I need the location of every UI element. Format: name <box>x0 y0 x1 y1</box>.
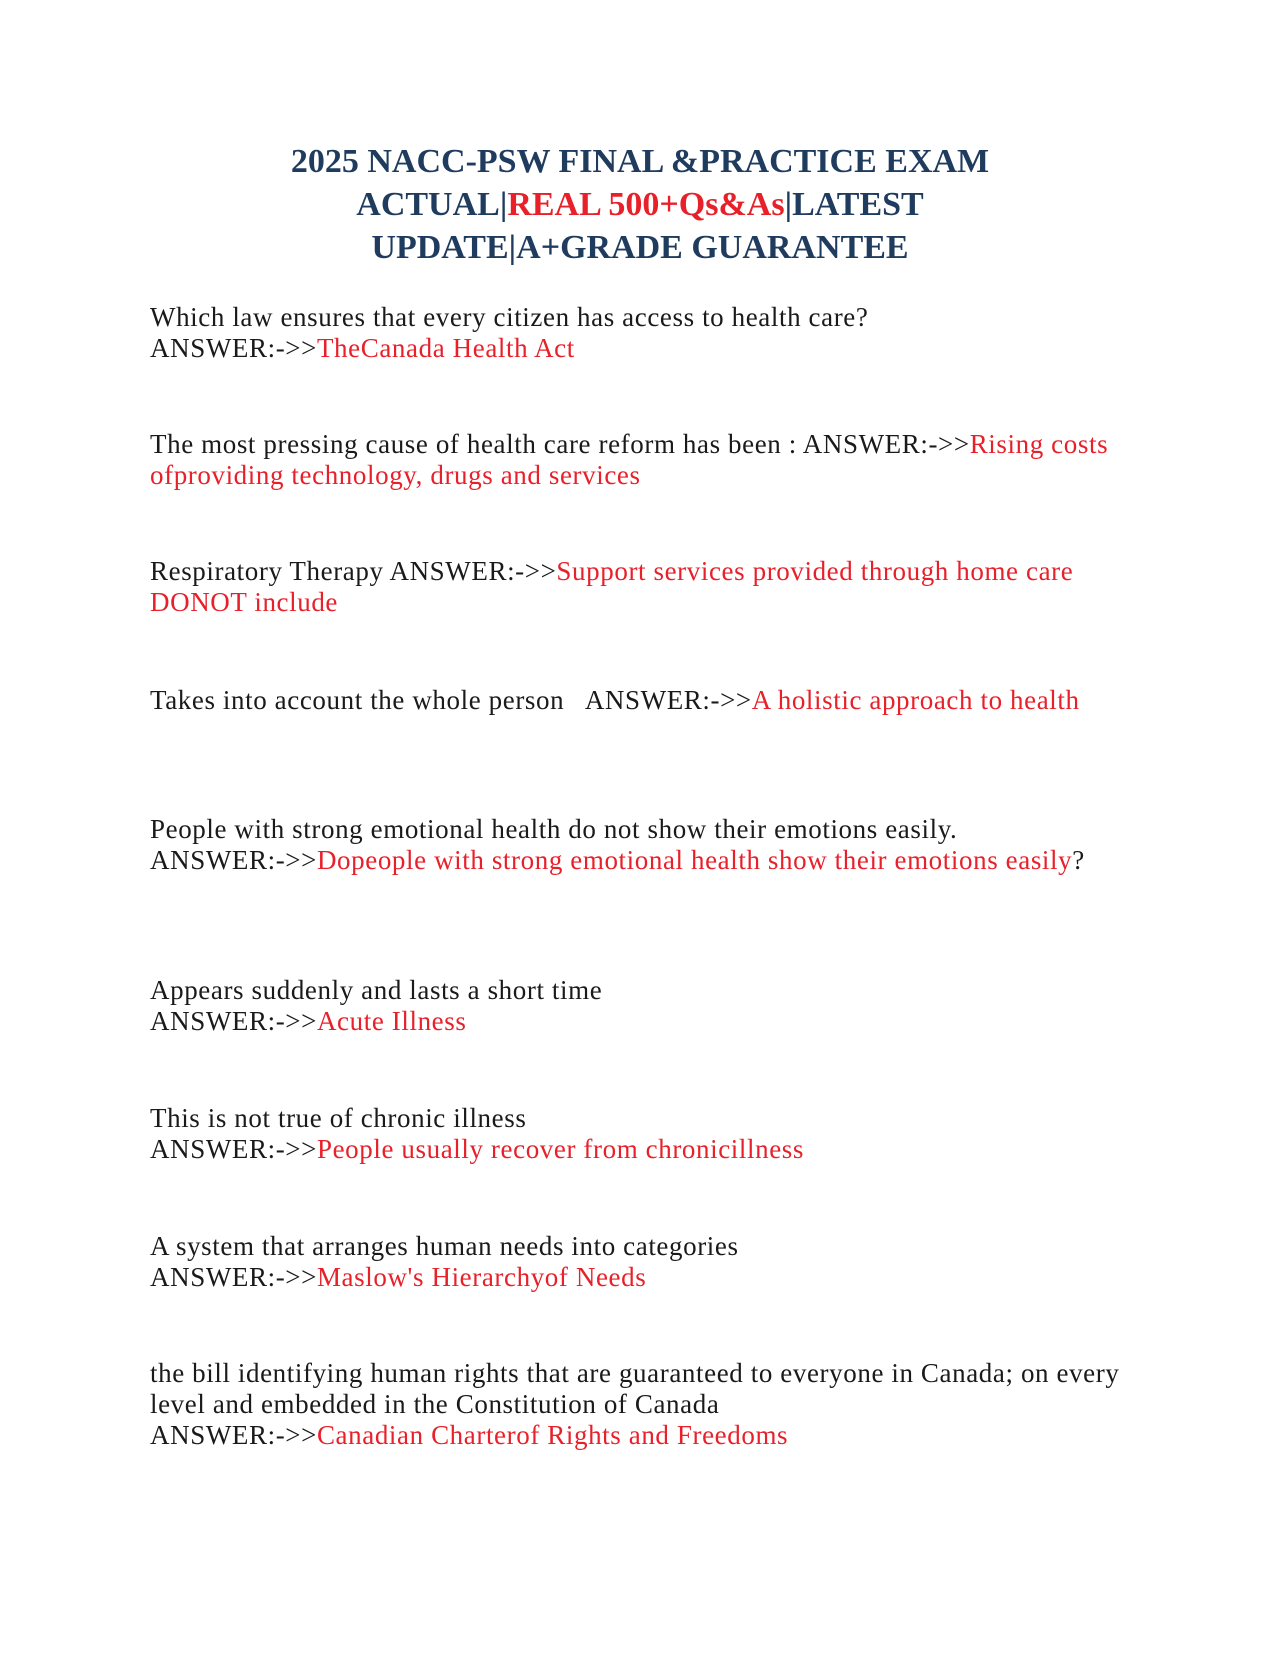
qa-item-8 <box>150 1231 1130 1293</box>
question-text: Appears suddenly and lasts a short time <box>150 975 603 1005</box>
answer-text: Acute Illness <box>316 1006 467 1036</box>
question-text: the bill identifying human rights that are guaranteed to everyone in Canada; on every level and embedded in the Constitution of Canada <box>150 1358 1120 1419</box>
qa-item-5 <box>150 814 1130 876</box>
answer-label: ANSWER:->> <box>802 429 970 459</box>
answer-label: ANSWER:->> <box>584 685 752 715</box>
title-line-2-suffix: |LATEST <box>784 186 924 223</box>
qa-item-3 <box>150 556 1130 618</box>
question-text: Takes into account the whole person <box>150 685 565 715</box>
title-line-1: 2025 NACC-PSW FINAL &PRACTICE EXAM <box>290 143 990 180</box>
title-line-2-highlight: REAL 500+Qs&As <box>507 186 785 223</box>
question-text: The most pressing cause of health care reform has been : <box>150 429 797 459</box>
answer-text: Support services provided through home care DONOT include <box>150 556 1074 617</box>
answer-label: ANSWER:->> <box>150 1006 317 1036</box>
answer-text: Dopeople with strong emotional health show their emotions easily <box>316 845 1073 875</box>
question-text: Which law ensures that every citizen has access to health care? <box>150 302 869 332</box>
question-text: This is not true of chronic illness <box>150 1103 527 1133</box>
qa-item-7 <box>150 1103 1130 1165</box>
document-title <box>190 140 1090 269</box>
question-text: A system that arranges human needs into categories <box>150 1231 739 1261</box>
answer-label: ANSWER:->> <box>389 556 557 586</box>
qa-item-4 <box>150 684 1130 717</box>
qa-item-9 <box>150 1358 1130 1451</box>
qa-item-6 <box>150 975 1130 1037</box>
answer-label: ANSWER:->> <box>150 333 317 363</box>
question-text: Respiratory Therapy <box>150 556 384 586</box>
answer-tail: ? <box>1072 845 1085 875</box>
title-line-3: UPDATE|A+GRADE GUARANTEE <box>371 229 909 266</box>
title-line-2-prefix: ACTUAL| <box>356 186 508 223</box>
question-text: People with strong emotional health do not show their emotions easily. <box>150 814 958 844</box>
answer-text: Rising costs ofproviding technology, drugs and services <box>150 429 1109 490</box>
answer-label: ANSWER:->> <box>150 1420 317 1450</box>
answer-text: Maslow's Hierarchyof Needs <box>316 1262 647 1292</box>
qa-item-2 <box>150 429 1130 491</box>
answer-text: People usually recover from chronicillness <box>316 1134 805 1164</box>
answer-label: ANSWER:->> <box>150 1262 317 1292</box>
qa-item-1 <box>150 302 1130 364</box>
answer-text: A holistic approach to health <box>751 685 1080 715</box>
answer-text: Canadian Charterof Rights and Freedoms <box>316 1420 789 1450</box>
answer-label: ANSWER:->> <box>150 1134 317 1164</box>
answer-label: ANSWER:->> <box>150 845 317 875</box>
answer-text: TheCanada Health Act <box>316 333 575 363</box>
